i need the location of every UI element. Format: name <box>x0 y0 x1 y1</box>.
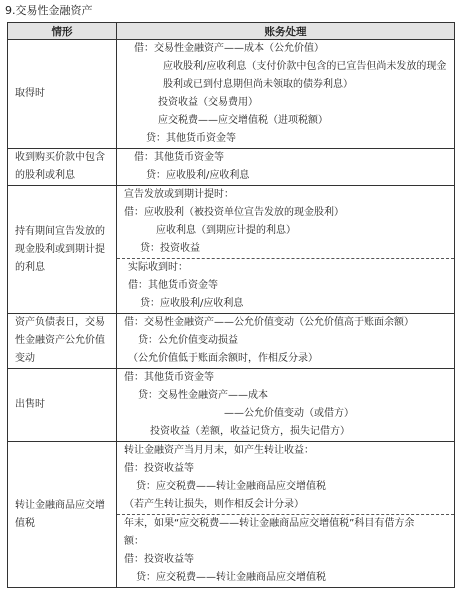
situation-cell: 收到购买价款中包含的股利或利息 <box>8 149 117 186</box>
entry-line: 宣告发放或到期计提时： <box>124 189 234 200</box>
entry-line: 贷：公允价值变动损益 <box>138 335 238 346</box>
accounting-cell <box>117 442 455 588</box>
entry-line: 转让金融资产当月月末，如产生转让收益： <box>124 445 314 456</box>
entry-line: （公允价值低于账面余额时，作相反分录） <box>128 353 318 364</box>
entry-line: 借：应收股利（被投资单位宣告发放的现金股利） <box>124 207 344 218</box>
entry-line: 贷：应交税费——转让金融商品应交增值税 <box>136 481 326 492</box>
accounting-table <box>7 22 455 588</box>
accounting-cell <box>117 149 455 186</box>
accounting-cell <box>117 369 455 442</box>
entry-line: 贷：应收股利/应收利息 <box>146 170 250 181</box>
entry-line: 借：交易性金融资产——公允价值变动（公允价值高于账面余额） <box>124 317 414 328</box>
entry-line: （若产生转让损失，则作相反会计分录） <box>124 499 304 510</box>
table-row <box>8 442 455 588</box>
table-row <box>8 314 455 369</box>
entry-line: 借：其他货币资金等 <box>128 280 218 291</box>
header-row <box>8 23 455 40</box>
table-row <box>8 40 455 149</box>
document-title: 9.交易性金融资产 <box>5 4 93 17</box>
entry-line: 投资收益（交易费用） <box>158 97 258 108</box>
situation-cell: 持有期间宣告发放的现金股利或到期计提的利息 <box>8 186 117 314</box>
table-row <box>8 149 455 186</box>
entry-line: 借：其他货币资金等 <box>134 152 224 163</box>
header-accounting: 账务处理 <box>117 23 455 40</box>
situation-cell: 资产负债表日，交易性金融资产公允价值变动 <box>8 314 117 369</box>
table-body <box>8 40 455 588</box>
entry-line: 借：交易性金融资产——成本（公允价值） <box>134 43 324 54</box>
entry-line: 贷：交易性金融资产——成本 <box>138 390 268 401</box>
table-row <box>8 369 455 442</box>
entry-line: 年末，如果“应交税费——转让金融商品应交增值税”科目有借方余 <box>124 518 415 529</box>
entry-line: 投资收益（差额，收益记贷方，损失记借方） <box>150 426 350 437</box>
situation-cell: 出售时 <box>8 369 117 442</box>
entry-line: ——公允价值变动（或借方） <box>224 408 354 419</box>
situation-cell: 转让金融商品应交增值税 <box>8 442 117 588</box>
entry-line: 贷：投资收益 <box>140 243 200 254</box>
entry-line: 贷：其他货币资金等 <box>146 133 236 144</box>
entry-line: 实际收到时： <box>128 262 188 273</box>
table-row <box>8 186 455 314</box>
header-situation: 情形 <box>8 23 117 40</box>
entry-line: 额： <box>124 536 144 547</box>
entry-line: 借：其他货币资金等 <box>124 372 214 383</box>
entry-line: 应收股利/应收利息（支付价款中包含的已宣告但尚未发放的现金 <box>163 61 447 72</box>
situation-cell: 取得时 <box>8 40 117 149</box>
entry-line: 贷：应收股利/应收利息 <box>140 298 244 309</box>
entry-line: 股利或已到付息期但尚未领取的债券利息） <box>163 79 353 90</box>
accounting-cell <box>117 314 455 369</box>
entry-line: 借：投资收益等 <box>124 554 194 565</box>
accounting-cell <box>117 186 455 314</box>
entry-line: 应交税费——应交增值税（进项税额） <box>158 115 328 126</box>
entry-line: 应收利息（到期应计提的利息） <box>156 225 296 236</box>
accounting-cell <box>117 40 455 149</box>
entry-line: 贷：应交税费——转让金融商品应交增值税 <box>136 572 326 583</box>
entry-line: 借：投资收益等 <box>124 463 194 474</box>
